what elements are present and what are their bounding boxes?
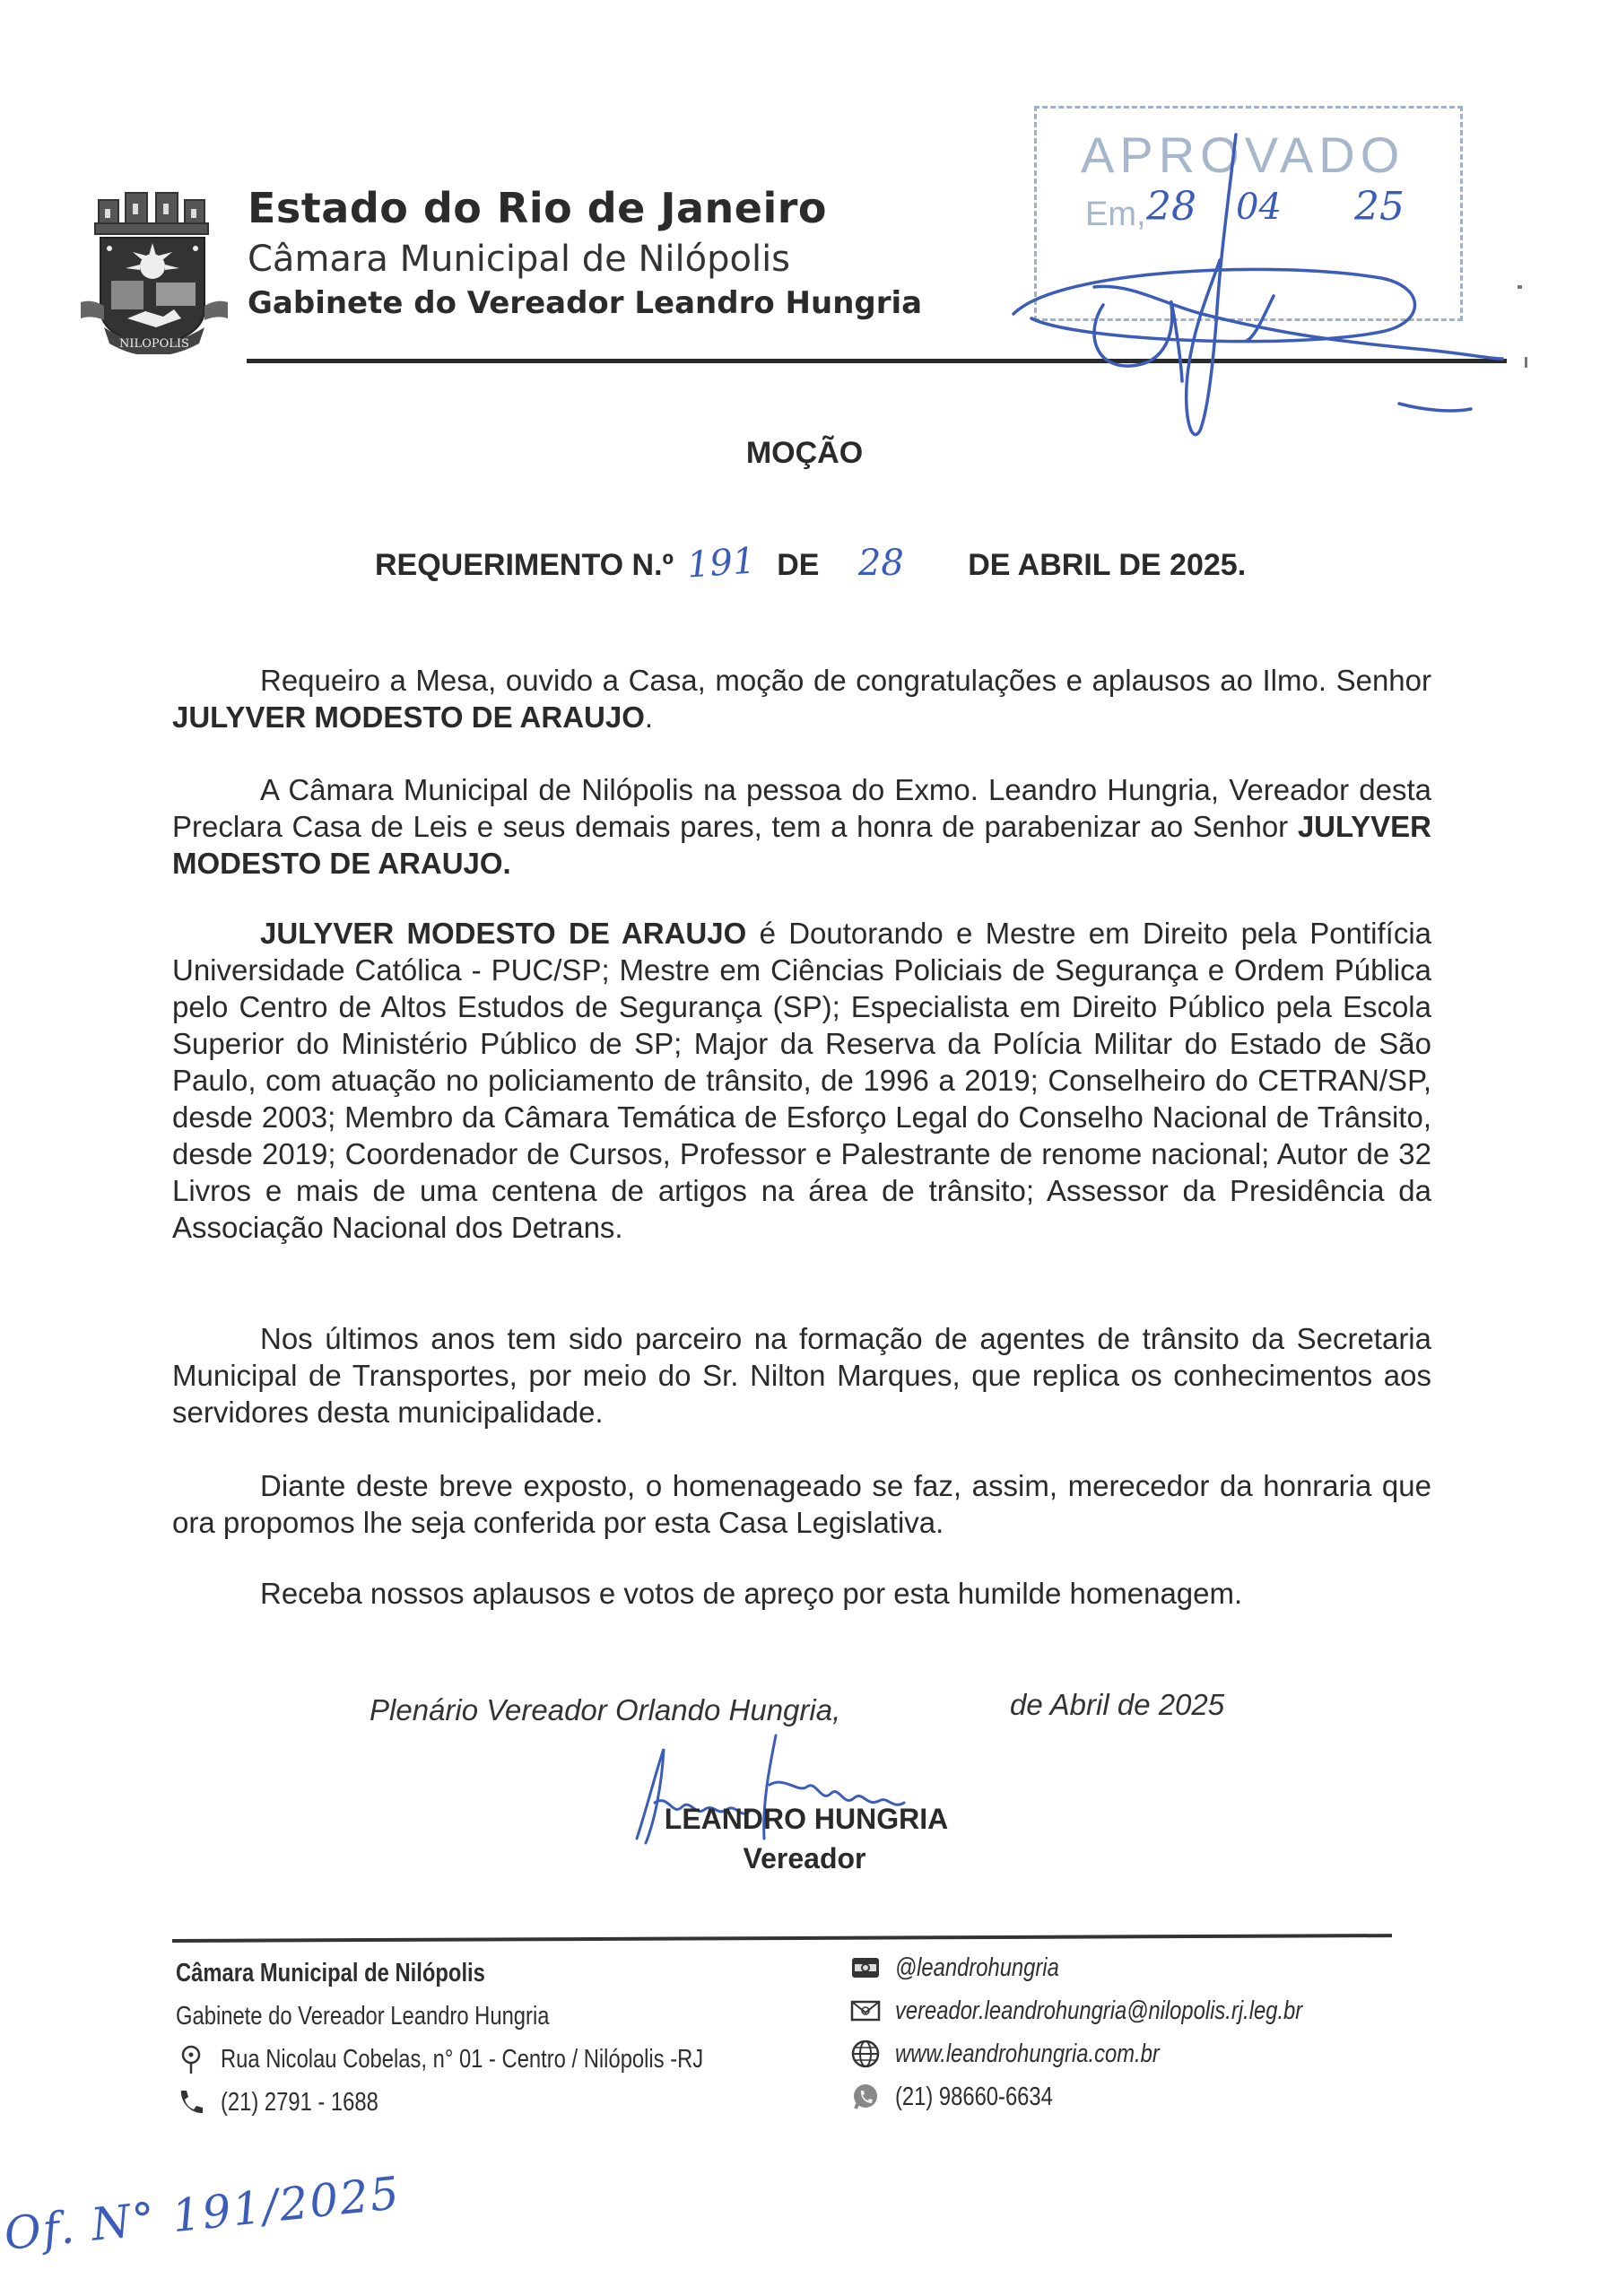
whatsapp-icon [850,2082,881,2112]
honoree-name: JULYVER MODESTO DE ARAUJO. [172,810,1431,880]
paragraph-congratulations [172,771,1431,882]
phone-icon [176,2087,206,2118]
footer-org: Câmara Municipal de Nilópolis [176,1959,485,1987]
scan-speck [1525,357,1527,368]
map-pin-icon [176,2044,206,2074]
signer-name: LEANDRO HUNGRIA [664,1803,949,1835]
footer-office: Gabinete do Vereador Leandro Hungria [176,2002,550,2031]
requirement-line [375,540,1247,587]
honoree-name: JULYVER MODESTO DE ARAUJO [260,917,747,950]
handwritten-office-number: Of. N° 191/2025 [1,2166,404,2260]
footer-email[interactable]: vereador.leandrohungria@nilopolis.rj.leg.br [895,1996,1303,2025]
paragraph-partnership-text: Nos últimos anos tem sido parceiro na formação de agentes de trânsito da Secretaria Municipal de Transportes, por meio do Sr. Nilton Marques, que replica os conhecimentos aos servidores desta municipalidade. [172,1322,1431,1429]
approval-stamp-title: APROVADO [1081,126,1405,183]
instagram-icon [850,1952,881,1983]
paragraph-partnership [172,1320,1431,1431]
footer-contact-right [850,1946,1392,2118]
requirement-number-handwritten: 191 [685,540,758,587]
requirement-de: DE [777,548,820,582]
header-office: Gabinete do Vereador Leandro Hungria [248,285,923,321]
closing-date: de Abril de 2025 [1010,1688,1225,1721]
email-icon [850,1996,881,2026]
municipal-crest-logo [74,184,235,354]
header-state: Estado do Rio de Janeiro [248,184,828,232]
approval-stamp-em-label: Em, [1085,196,1146,233]
document-type-title: MOÇÃO [745,436,864,470]
header-chamber: Câmara Municipal de Nilópolis [248,239,791,280]
approval-date-day: 28 [1146,184,1196,230]
approval-date-month: 04 [1236,187,1282,228]
footer-website[interactable]: www.leandrohungria.com.br [895,2039,1160,2068]
paragraph-congratulations-text: A Câmara Municipal de Nilópolis na pessoa do Exmo. Leandro Hungria, Vereador desta Preclara Casa de Leis e seus demais pares, tem a honra de parabenizar ao Senhor [172,773,1431,843]
footer-address: Rua Nicolau Cobelas, n° 01 - Centro / Nilópolis -RJ [221,2045,704,2074]
signer-role: Vereador [743,1842,866,1874]
footer-divider [172,1934,1392,1943]
paragraph-request-end: . [644,700,654,734]
paragraph-merit-text: Diante deste breve exposto, o homenageado se faz, assim, merecedor da honraria que ora propomos lhe seja conferida por esta Casa Legislativa. [172,1469,1431,1539]
paragraph-merit [172,1467,1431,1541]
approval-date-year: 25 [1354,184,1405,230]
footer-phone: (21) 2791 - 1688 [221,2088,378,2117]
requirement-suffix: DE ABRIL DE 2025. [968,548,1247,582]
crest-text: NILOPOLIS [119,337,189,351]
scan-speck [1518,285,1522,289]
approval-signature [1005,126,1543,448]
paragraph-applause [172,1575,1431,1612]
paragraph-request [172,662,1431,735]
footer-instagram[interactable]: @leandrohungria [895,1953,1059,1982]
closing-place: Plenário Vereador Orlando Hungria, [370,1693,841,1726]
paragraph-biography-text: é Doutorando e Mestre em Direito pela Pontifícia Universidade Católica - PUC/SP; Mestre em Ciências Policiais de Segurança e Ordem Pública pelo Centro de Altos Estudos de Segurança (SP); Especialista em Direito Público pela Escola Superior do Ministério Público de SP; Major da Reserva da Polícia Militar do Estado de São Paulo, com atuação no policiamento de trânsito, de 1996 a 2019; Conselheiro do CETRAN/SP, desde 2003; Membro da Câmara Temática de Esforço Legal do Conselho Nacional de Trânsito, desde 2019; Coordenador de Cursos, Professor e Palestrante de renome nacional; Autor de 32 Livros e mais de uma centena de artigos na área de trânsito; Assessor da Presidência da Associação Nacional dos Detrans. [172,917,1432,1244]
requirement-prefix: REQUERIMENTO N.º [375,548,674,582]
paragraph-applause-text: Receba nossos aplausos e votos de apreço por esta humilde homenagem. [260,1577,1243,1610]
honoree-name: JULYVER MODESTO DE ARAUJO [172,700,645,734]
globe-icon [850,2039,881,2069]
paragraph-request-text: Requeiro a Mesa, ouvido a Casa, moção de congratulações e aplausos ao Ilmo. Senhor [260,664,1431,697]
paragraph-biography [172,915,1431,1246]
footer-whatsapp: (21) 98660-6634 [895,2083,1053,2111]
footer-contact-left [176,1952,809,2124]
requirement-day-handwritten: 28 [857,543,904,584]
